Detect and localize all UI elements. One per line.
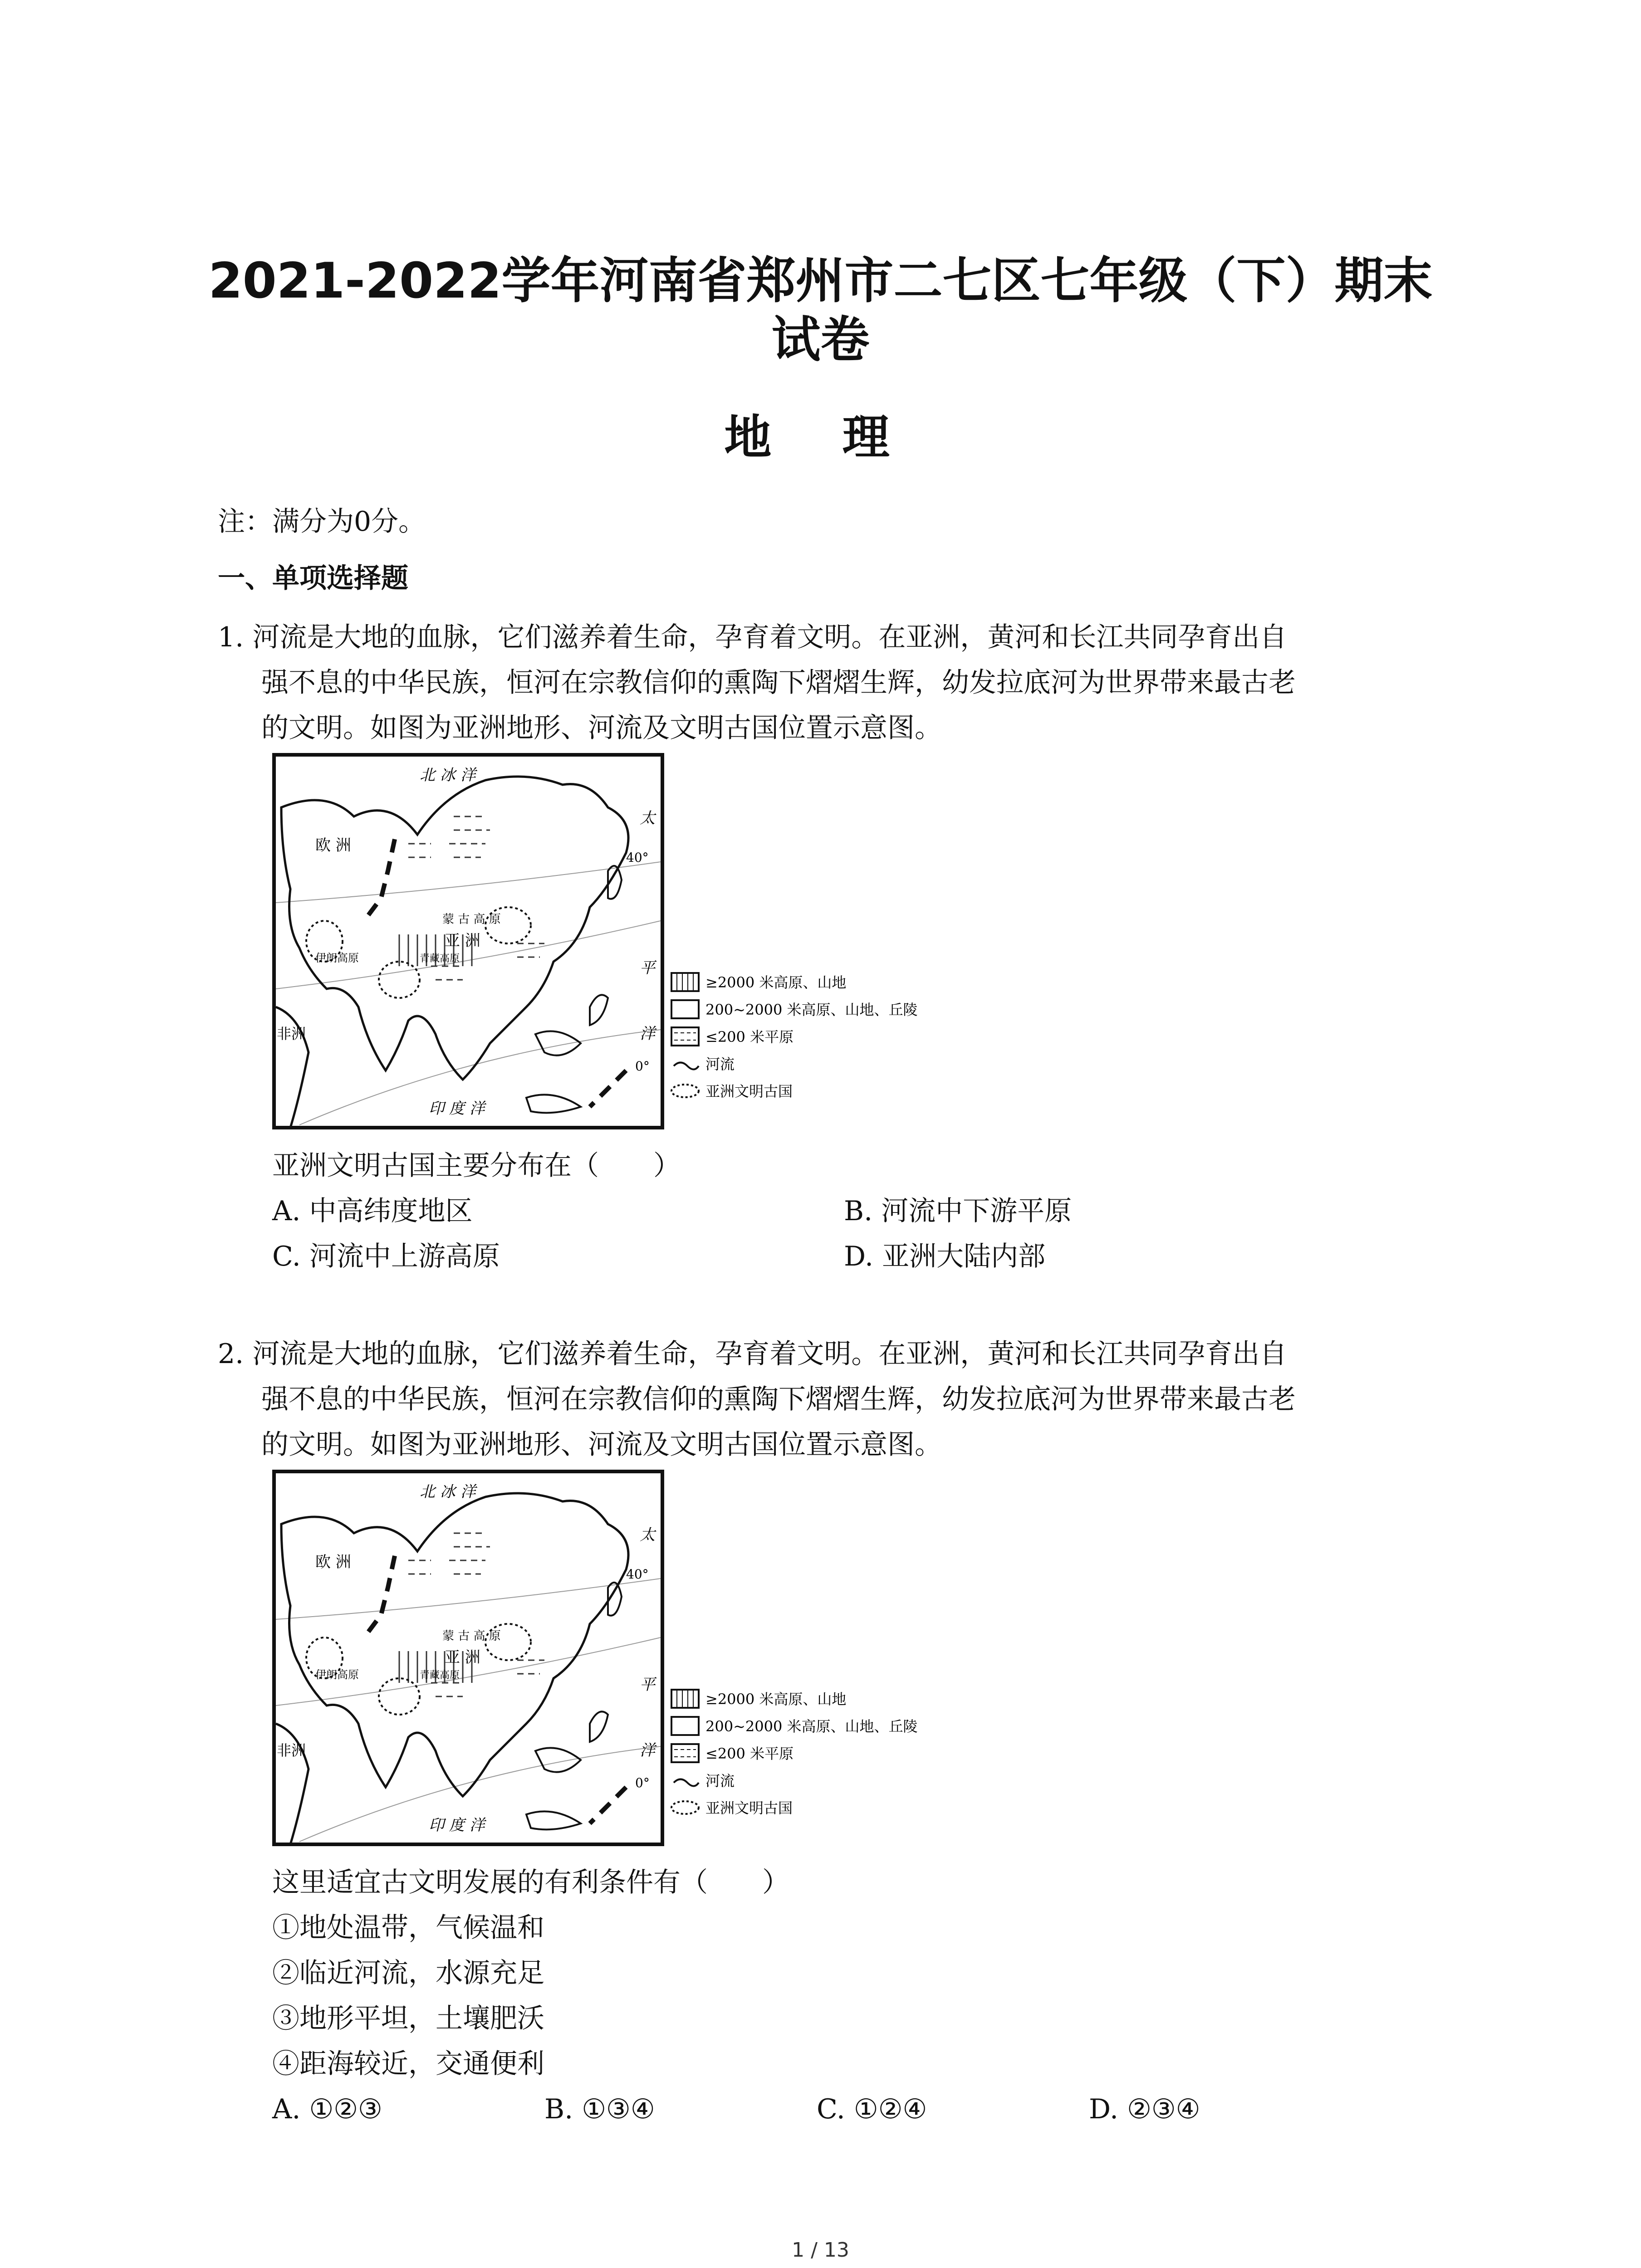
option-b[interactable]: B. ①③④ xyxy=(544,2093,655,2125)
map-legend xyxy=(671,1690,918,1817)
map-label-indian: 印 度 洋 xyxy=(429,1100,485,1118)
map-label-asia: 亚 洲 xyxy=(445,932,480,950)
option-c[interactable]: C. ①②④ xyxy=(817,2093,927,2125)
map-label-mongolia: 蒙 古 高 原 xyxy=(442,913,501,926)
map-label-pacific-2: 平 xyxy=(640,1676,655,1694)
map-label-europe: 欧 洲 xyxy=(315,1553,351,1571)
page-number: 1 / 13 xyxy=(792,2239,849,2262)
map-label-lat40: 40° xyxy=(626,1567,649,1582)
map-label-asia: 亚 洲 xyxy=(445,1648,480,1667)
question-2 xyxy=(218,1331,1296,1467)
legend-label: 亚洲文明古国 xyxy=(705,1799,793,1817)
subject-heading: 地 理 xyxy=(724,410,917,465)
statement-2: ②临近河流，水源充足 xyxy=(272,1957,544,1989)
map-label-pacific-1: 太 xyxy=(640,809,655,827)
legend-label: 200~2000 米高原、山地、丘陵 xyxy=(705,1001,918,1018)
legend-label: ≥2000 米高原、山地 xyxy=(705,1691,847,1708)
option-a[interactable]: A. ①②③ xyxy=(272,2093,382,2125)
statement-1: ①地处温带，气候温和 xyxy=(272,1912,544,1944)
question-1 xyxy=(218,615,1296,751)
option-d[interactable]: D. 亚洲大陆内部 xyxy=(844,1241,1046,1272)
map-label-arctic: 北 冰 洋 xyxy=(420,1483,476,1501)
asia-map xyxy=(272,753,944,1134)
legend-label: ≤200 米平原 xyxy=(705,1028,794,1046)
doc-title-line2: 试卷 xyxy=(771,312,870,368)
legend-label: 200~2000 米高原、山地、丘陵 xyxy=(705,1718,918,1735)
question-stem-line: 强不息的中华民族，恒河在宗教信仰的熏陶下熠熠生辉，幼发拉底河为世界带来最古老 xyxy=(261,667,1296,699)
map-label-pacific-1: 太 xyxy=(640,1526,655,1544)
map-label-indian: 印 度 洋 xyxy=(429,1816,485,1834)
legend-label: ≥2000 米高原、山地 xyxy=(705,974,847,991)
legend-label: ≤200 米平原 xyxy=(705,1745,794,1762)
option-c[interactable]: C. 河流中上游高原 xyxy=(272,1241,500,1272)
asia-map xyxy=(272,1470,944,1851)
map-label-arctic: 北 冰 洋 xyxy=(420,766,476,784)
question-stem-line: 强不息的中华民族，恒河在宗教信仰的熏陶下熠熠生辉，幼发拉底河为世界带来最古老 xyxy=(261,1383,1296,1415)
map-label-africa: 非洲 xyxy=(277,1025,306,1042)
map-label-lat0: 0° xyxy=(635,1775,650,1790)
statement-4: ④距海较近，交通便利 xyxy=(272,2048,544,2080)
option-d[interactable]: D. ②③④ xyxy=(1089,2093,1200,2125)
map-label-lat0: 0° xyxy=(635,1059,650,1074)
question-stem-line: 河流是大地的血脉，它们滋养着生命，孕育着文明。在亚洲，黄河和长江共同孕育出自 xyxy=(252,621,1287,653)
map-label-mongolia: 蒙 古 高 原 xyxy=(442,1629,501,1643)
legend-label: 亚洲文明古国 xyxy=(705,1083,793,1100)
section-heading: 一、单项选择题 xyxy=(218,562,408,594)
question-stem-line: 的文明。如图为亚洲地形、河流及文明古国位置示意图。 xyxy=(261,1429,942,1461)
question-number: 2. xyxy=(218,1338,244,1370)
map-label-lat40: 40° xyxy=(626,850,649,865)
map-label-iran: 伊朗高原 xyxy=(315,952,359,964)
map-label-iran: 伊朗高原 xyxy=(315,1668,359,1681)
map-label-pacific-2: 平 xyxy=(640,959,655,977)
question-stem-line: 河流是大地的血脉，它们滋养着生命，孕育着文明。在亚洲，黄河和长江共同孕育出自 xyxy=(252,1338,1287,1370)
option-a[interactable]: A. 中高纬度地区 xyxy=(272,1195,473,1227)
map-label-europe: 欧 洲 xyxy=(315,836,351,855)
map-label-pacific-3: 洋 xyxy=(640,1741,655,1760)
map-label-tibet: 青藏高原 xyxy=(420,1670,460,1681)
map-label-africa: 非洲 xyxy=(277,1742,306,1759)
option-b[interactable]: B. 河流中下游平原 xyxy=(844,1195,1072,1227)
question-2-prompt: 这里适宜古文明发展的有利条件有（ ） xyxy=(272,1867,789,1898)
question-stem-line: 的文明。如图为亚洲地形、河流及文明古国位置示意图。 xyxy=(261,712,942,744)
score-note: 注：满分为0分。 xyxy=(218,506,426,538)
question-number: 1. xyxy=(218,621,244,653)
legend-label: 河流 xyxy=(705,1056,735,1073)
doc-title-line1: 2021-2022学年河南省郑州市二七区七年级（下）期末 xyxy=(208,253,1433,309)
asia-map-figure-2 xyxy=(272,1470,944,1851)
question-1-prompt: 亚洲文明古国主要分布在（ ） xyxy=(272,1150,681,1182)
asia-map-figure xyxy=(272,753,944,1134)
map-label-pacific-3: 洋 xyxy=(640,1025,655,1043)
legend-label: 河流 xyxy=(705,1772,735,1789)
map-label-tibet: 青藏高原 xyxy=(420,953,460,964)
statement-3: ③地形平坦，土壤肥沃 xyxy=(272,2003,544,2034)
map-legend xyxy=(671,973,918,1100)
